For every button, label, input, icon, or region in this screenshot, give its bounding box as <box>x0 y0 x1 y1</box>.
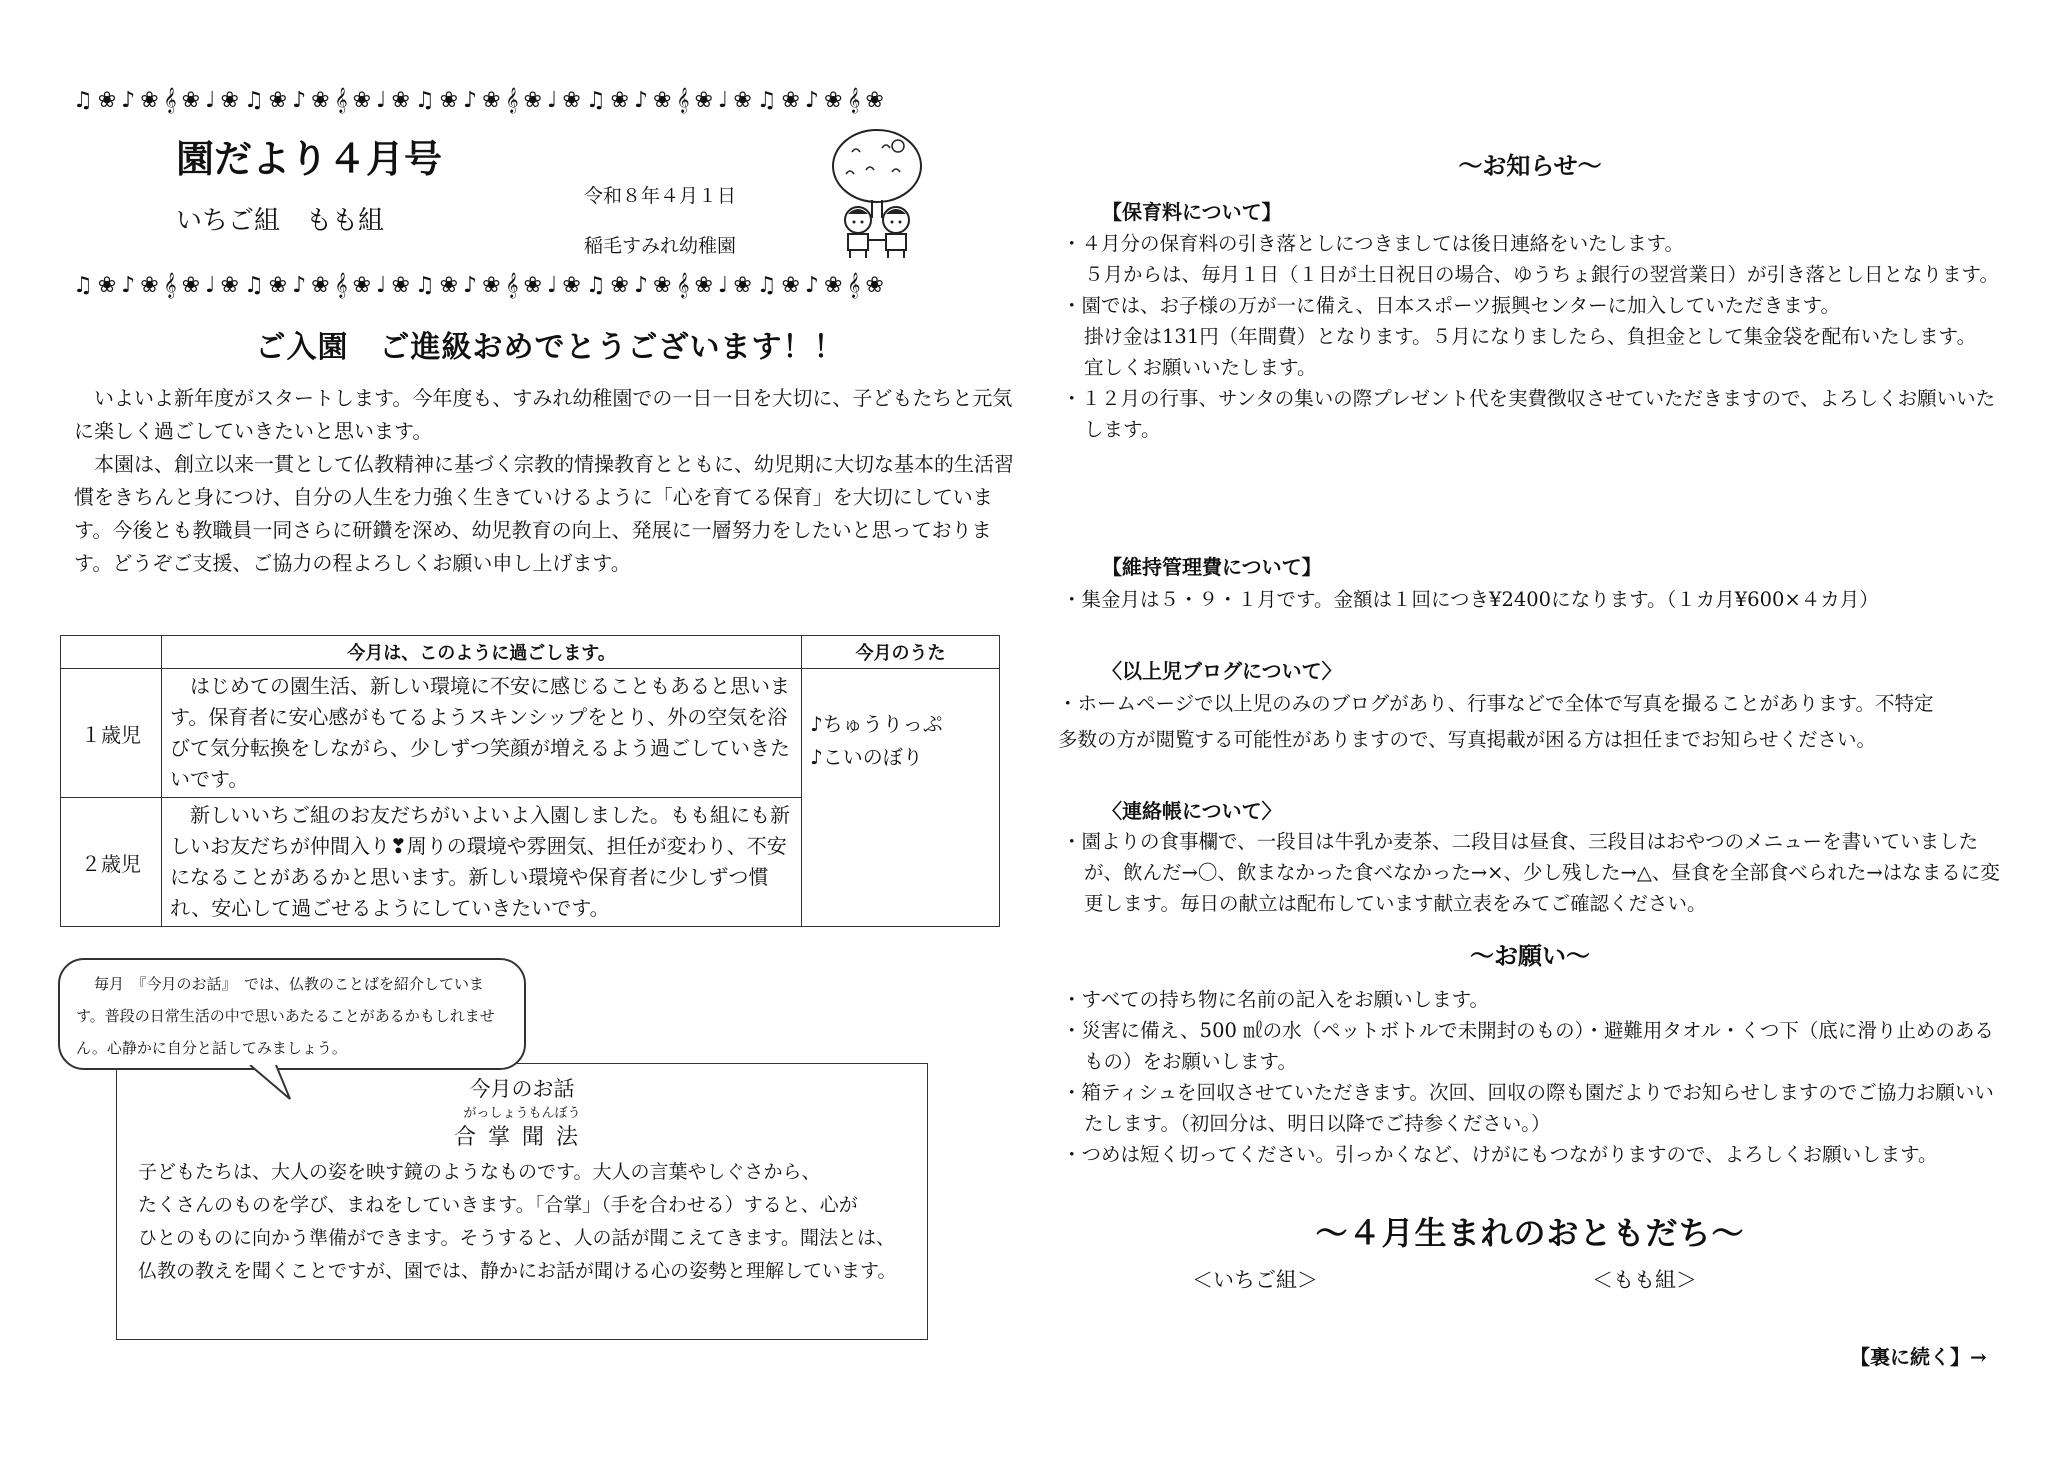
music-note-icon: 𝄞 <box>505 272 520 298</box>
music-note-icon: ♩ <box>546 87 559 113</box>
table-corner-cell <box>61 636 162 669</box>
flower-ornament-icon: ❀ <box>694 87 714 113</box>
fee-line: ・園では、お子様の万が一に備え、日本スポーツ振興センターに加入していただきます。 <box>1062 294 1841 317</box>
flower-ornament-icon: ❀ <box>562 272 582 298</box>
music-note-icon: ♪ <box>633 272 650 298</box>
music-note-icon: ♫ <box>73 87 94 113</box>
song-cell <box>802 669 1000 927</box>
flower-ornament-icon: ❀ <box>311 272 331 298</box>
age-cell: １歳児 <box>61 669 162 798</box>
flower-ornament-icon: ❀ <box>352 87 373 113</box>
music-note-icon: 𝄞 <box>676 87 691 113</box>
music-note-icon: 𝄞 <box>163 87 178 113</box>
flower-ornament-icon: ❀ <box>439 272 460 298</box>
maintenance-heading: 【維持管理費について】 <box>1102 555 1322 579</box>
flower-ornament-icon: ❀ <box>268 272 289 298</box>
bubble-text: 毎月 『今月のお話』 では、仏教のことばを紹介しています。普段の日常生活の中で思いあたることがあるかもしれません。心静かに自分と話してみましょう。 <box>76 975 495 1057</box>
flower-ornament-icon: ❀ <box>694 272 714 298</box>
music-note-icon: 𝄞 <box>334 272 349 298</box>
issue-date: 令和８年４月１日 <box>584 185 737 207</box>
flower-ornament-icon: ❀ <box>865 272 885 298</box>
flower-ornament-icon: ❀ <box>140 272 160 298</box>
music-note-icon: ♫ <box>756 272 778 298</box>
flower-ornament-icon: ❀ <box>311 87 331 113</box>
music-note-icon: ♩ <box>717 272 730 298</box>
story-word: 合掌聞法 <box>453 1125 590 1150</box>
request-item: ・災害に備え、500 ㎖の水（ペットボトルで未開封のもの）・避難用タオル・くつ下（底に滑り止めのあるもの）をお願いします。 <box>1062 1019 1994 1073</box>
contact-text <box>1062 826 2008 919</box>
flower-ornament-icon: ❀ <box>823 87 844 113</box>
music-note-icon: ♫ <box>243 272 265 298</box>
flower-ornament-icon: ❀ <box>439 87 460 113</box>
music-note-icon: ♪ <box>292 87 308 113</box>
music-note-icon: ♪ <box>463 87 479 113</box>
fee-heading: 【保育料について】 <box>1102 200 1282 224</box>
music-note-icon: ♪ <box>804 87 820 113</box>
music-note-icon: ♫ <box>585 272 607 298</box>
blog-section <box>1058 686 2018 758</box>
music-note-icon: ♪ <box>463 272 479 298</box>
flower-ornament-icon: ❀ <box>220 272 240 298</box>
fee-line: ・１２月の行事、サンタの集いの際プレゼント代を実費徴収させていただきますので、よろしくお願いいたします。 <box>1062 387 1996 441</box>
fee-line: ５月からは、毎月１日（１日が土日祝日の場合、ゆうちょ銀行の翌営業日）が引き落とし日となります。 <box>1084 263 1999 286</box>
music-note-icon: ♫ <box>243 87 265 113</box>
intro-text <box>74 382 1024 580</box>
contact-heading: 〈連絡帳について〉 <box>1102 799 1282 823</box>
music-note-icon: ♩ <box>205 87 217 113</box>
flower-ornament-icon: ❀ <box>181 87 202 113</box>
story-ruby: がっしょうもんぼう <box>463 1106 581 1121</box>
notices-heading: ～お知らせ～ <box>1458 151 1602 180</box>
maintenance-text: ・集金月は５・９・１月です。金額は１回につき¥2400になります。（１カ月¥600×４カ月） <box>1062 588 1879 611</box>
flower-ornament-icon: ❀ <box>220 87 240 113</box>
flower-ornament-icon: ❀ <box>781 272 801 298</box>
flower-ornament-icon: ❀ <box>97 272 118 298</box>
speech-bubble-tail <box>246 1065 296 1105</box>
music-note-icon: ♪ <box>292 272 308 298</box>
birthdays-ichigo: ＜いちご組＞ <box>1192 1268 1318 1292</box>
flower-ornament-icon: ❀ <box>482 272 502 298</box>
story-line: 仏教の教えを聞くことですが、園では、静かにお話が聞ける心の姿勢と理解しています。 <box>138 1260 897 1282</box>
requests-heading: ～お願い～ <box>1470 941 1590 970</box>
table-row <box>61 669 1000 798</box>
blog-line: 多数の方が閲覧する可能性がありますので、写真掲載が困る方は担任までお知らせください。 <box>1058 728 1877 751</box>
continue-note: 【裏に続く】→ <box>1850 1345 1987 1369</box>
flower-ornament-icon: ❀ <box>653 87 673 113</box>
birthdays-momo: ＜もも組＞ <box>1592 1268 1697 1292</box>
flower-ornament-icon: ❀ <box>610 272 630 298</box>
story-line: たくさんのものを学び、まねをしていきます。「合掌」（手を合わせる）すると、心が <box>138 1194 858 1216</box>
flower-ornament-icon: ❀ <box>523 272 543 298</box>
flower-ornament-icon: ❀ <box>733 272 753 298</box>
newsletter-title: 園だより４月号 <box>176 136 443 181</box>
flower-ornament-icon: ❀ <box>523 87 543 113</box>
music-note-icon: ♫ <box>73 272 94 298</box>
music-note-icon: ♪ <box>121 87 137 113</box>
music-note-icon: ♪ <box>804 272 820 298</box>
story-line: 子どもたちは、大人の姿を映す鏡のようなものです。大人の言葉やしぐさから、 <box>138 1161 821 1183</box>
flower-ornament-icon: ❀ <box>865 87 885 113</box>
blog-line: ・ホームページで以上児のみのブログがあり、行事などで全体で写真を撮ることがあります。不特定 <box>1058 692 1934 715</box>
table-header-row <box>61 636 1000 669</box>
decorative-border-bottom <box>73 268 1019 302</box>
story-title: 今月のお話 <box>469 1077 575 1101</box>
music-note-icon: 𝄞 <box>676 272 691 298</box>
age-cell: ２歳児 <box>61 798 162 927</box>
request-item: ・箱ティシュを回収させていただきます。次回、回収の際も園だよりでお知らせしますのでご協力お願いいたします。（初回分は、明日以降でご持参ください。） <box>1062 1081 1994 1135</box>
flower-ornament-icon: ❀ <box>823 272 844 298</box>
music-note-icon: ♫ <box>414 87 436 113</box>
music-note-icon: 𝄞 <box>847 272 862 298</box>
music-note-icon: ♩ <box>376 272 388 298</box>
music-note-icon: 𝄞 <box>163 272 178 298</box>
music-note-icon: ♪ <box>633 87 650 113</box>
music-note-icon: ♫ <box>585 87 607 113</box>
column-header-month: 今月は、このように過ごします。 <box>162 636 802 669</box>
flower-ornament-icon: ❀ <box>482 87 502 113</box>
music-note-icon: 𝄞 <box>505 87 520 113</box>
plan-cell: はじめての園生活、新しい環境に不安に感じることもあると思います。保育者に安心感がもてるようスキンシップをとり、外の空気を浴びて気分転換をしながら、少しずつ笑顔が増えるよう過ごしていきたいです。 <box>162 669 802 798</box>
blog-heading: 〈以上児ブログについて〉 <box>1102 659 1342 683</box>
music-note-icon: 𝄞 <box>334 87 349 113</box>
flower-ornament-icon: ❀ <box>268 87 289 113</box>
intro-paragraph: いよいよ新年度がスタートします。今年度も、すみれ幼稚園での一日一日を大切に、子どもたちと元気に楽しく過ごしていきたいと思います。 <box>74 386 1013 443</box>
music-note-icon: ♩ <box>717 87 730 113</box>
flower-ornament-icon: ❀ <box>781 87 801 113</box>
flower-ornament-icon: ❀ <box>733 87 753 113</box>
flower-ornament-icon: ❀ <box>97 87 118 113</box>
story-body <box>138 1156 922 1288</box>
song-item: ♪ちゅうりっぷ <box>810 711 943 736</box>
decorative-border-top <box>73 83 1019 117</box>
requests-list <box>1062 984 2008 1170</box>
fee-section <box>1062 228 2008 445</box>
request-item: ・すべての持ち物に名前の記入をお願いします。 <box>1062 988 1490 1011</box>
music-note-icon: ♩ <box>376 87 388 113</box>
flower-ornament-icon: ❀ <box>140 87 160 113</box>
flower-ornament-icon: ❀ <box>391 272 411 298</box>
fee-line: 掛け金は131円（年間費）となります。５月になりましたら、負担金として集金袋を配布いたします。 <box>1084 325 1977 348</box>
speech-bubble <box>58 958 526 1070</box>
request-item: ・つめは短く切ってください。引っかくなど、けがにもつながりますので、よろしくお願いします。 <box>1062 1143 1938 1166</box>
flower-ornament-icon: ❀ <box>562 87 582 113</box>
story-line: ひとのものに向かう準備ができます。そうすると、人の話が聞こえてきます。聞法とは、 <box>138 1227 895 1249</box>
monthly-schedule-table <box>60 635 1000 927</box>
school-name: 稲毛すみれ幼稚園 <box>584 235 737 257</box>
plan-cell: 新しいいちご組のお友だちがいよいよ入園しました。もも組にも新しいお友だちが仲間入り❣周りの環境や雰囲気、担任が変わり、不安になることがあるかと思います。新しい環境や保育者に少しずつ慣れ、安心して過ごせるようにしていきたいです。 <box>162 798 802 927</box>
intro-paragraph: 本園は、創立以来一貫として仏教精神に基づく宗教的情操教育とともに、幼児期に大切な基本的生活習慣をきちんと身につけ、自分の人生を力強く生きていけるように「心を育てる保育」を大切にしています。今後とも教職員一同さらに研鑽を深め、幼児教育の向上、発展に一層努力をしたいと思っております。どうぞご支援、ご協力の程よろしくお願い申し上げます。 <box>74 452 1014 575</box>
contact-line: ・園よりの食事欄で、一段目は牛乳か麦茶、二段目は昼食、三段目はおやつのメニューを書いていましたが、飲んだ→〇、飲まなかった食べなかった→×、少し残した→△、昼食を全部食べられた→はなまるに変更します。毎日の献立は配布しています献立表をみてご確認ください。 <box>1062 830 2000 915</box>
flower-ornament-icon: ❀ <box>352 272 373 298</box>
music-note-icon: ♩ <box>546 272 559 298</box>
music-note-icon: ♫ <box>756 87 778 113</box>
music-note-icon: ♩ <box>205 272 217 298</box>
music-note-icon: ♪ <box>121 272 137 298</box>
flower-ornament-icon: ❀ <box>610 87 630 113</box>
flower-ornament-icon: ❀ <box>653 272 673 298</box>
fee-line: ・４月分の保育料の引き落としにつきましては後日連絡をいたします。 <box>1062 232 1685 255</box>
headline: ご入園 ご進級おめでとうございます！！ <box>255 330 845 365</box>
music-note-icon: ♫ <box>414 272 436 298</box>
flower-ornament-icon: ❀ <box>391 87 411 113</box>
flower-ornament-icon: ❀ <box>181 272 202 298</box>
column-header-song: 今月のうた <box>802 636 1000 669</box>
fee-line: 宜しくお願いいたします。 <box>1084 356 1317 379</box>
song-item: ♪こいのぼり <box>810 744 923 769</box>
birthdays-heading: ～４月生まれのおともだち～ <box>1315 1214 1745 1252</box>
class-names: いちご組 もも組 <box>176 206 385 236</box>
music-note-icon: 𝄞 <box>847 87 862 113</box>
tree-children-illustration <box>822 126 932 262</box>
